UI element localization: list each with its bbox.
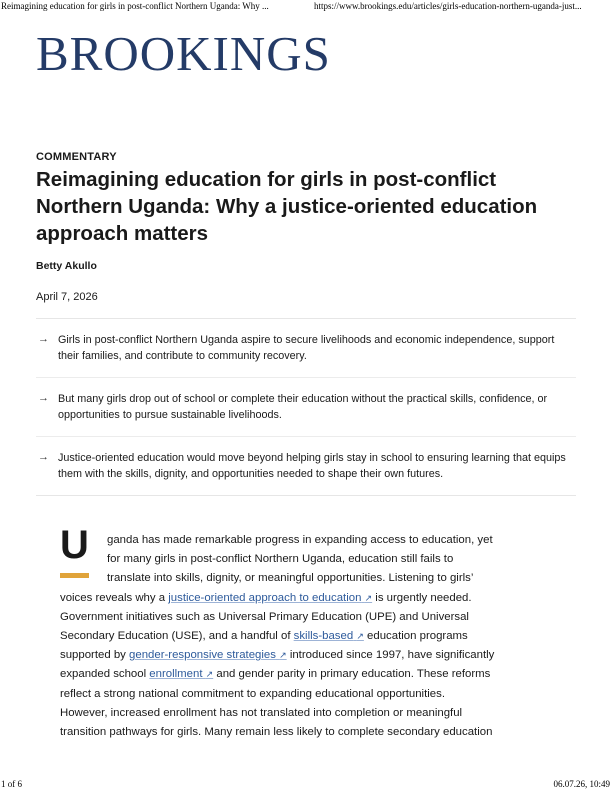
key-takeaways [36,318,576,496]
page-number: 1 of 6 [1,779,22,789]
body-text-fragment: education programs [363,630,468,643]
takeaway-item [36,319,576,378]
body-line [60,665,560,684]
link-text[interactable]: gender-responsive strategies [129,649,276,662]
takeaway-text: Girls in post-conflict Northern Uganda aspire to secure livelihoods and economic independence, support their families, and contribute to community recovery. [58,334,555,362]
link-gender-responsive-strategies[interactable] [129,649,287,661]
link-justice-oriented-approach[interactable] [168,592,372,604]
body-line: for many girls in post-conflict Northern Uganda, education still fails to [107,553,454,566]
drop-cap-letter: U [60,523,89,567]
link-text[interactable]: enrollment [149,668,203,681]
link-enrollment[interactable] [149,668,213,680]
print-header [0,0,612,14]
article-body [60,531,560,742]
link-skills-based[interactable] [294,630,364,642]
body-text-fragment: supported by [60,649,130,662]
takeaway-text: Justice-oriented education would move beyond helping girls stay in school to ensuring learning that equips them with the skills, dignity, and opportunities needed to shape their own futures. [58,452,566,480]
arrow-right-icon: → [38,333,49,345]
link-text[interactable]: justice-oriented approach to education [168,591,362,604]
print-header-url: https://www.brookings.edu/articles/girls-education-northern-uganda-just... [314,1,582,11]
external-link-icon[interactable]: ↗ [364,592,373,603]
arrow-right-icon: → [38,451,49,463]
body-line: ganda has made remarkable progress in expanding access to education, yet [107,534,493,546]
article-title: Reimagining education for girls in post-conflict Northern Uganda: Why a justice-oriented education approach matters [36,168,538,245]
body-line: reflect a strong national commitment to expanding educational opportunities. [60,687,445,700]
arrow-right-icon: → [38,392,49,404]
external-link-icon[interactable]: ↗ [205,669,214,680]
takeaway-item [36,437,576,495]
body-line: transition pathways for girls. Many remain less likely to complete secondary education [60,726,493,739]
author-name[interactable]: Betty Akullo [36,260,97,272]
body-line [60,646,560,665]
article-kicker[interactable]: COMMENTARY [36,151,117,163]
external-link-icon[interactable]: ↗ [356,631,364,642]
external-link-icon[interactable]: ↗ [279,650,287,661]
body-text-fragment: is urgently needed. [372,591,472,604]
body-text-fragment: Secondary Education (USE), and a handful of [60,630,294,643]
body-line [60,627,560,646]
brookings-logo[interactable]: BROOKINGS [36,26,331,81]
body-text-fragment: introduced since 1997, have significantly [286,649,495,662]
body-line [60,589,560,608]
print-timestamp: 06.07.26, 10:49 [553,779,610,789]
takeaway-item [36,378,576,437]
body-line: However, increased enrollment has not translated into completion or meaningful [60,706,463,719]
body-text-fragment: expanded school [60,668,150,681]
publish-date: April 7, 2026 [36,291,98,303]
takeaway-text: But many girls drop out of school or complete their education without the practical skills, confidence, or opportunities to pursue sustainable livelihoods. [58,393,548,421]
body-line: translate into skills, dignity, or meaningful opportunities. Listening to girls’ [107,572,474,585]
print-header-title: Reimagining education for girls in post-conflict Northern Uganda: Why ... [1,1,269,11]
body-text-fragment: voices reveals why a [60,591,169,604]
body-line: Government initiatives such as Universal Primary Education (UPE) and Universal [60,610,469,623]
link-text[interactable]: skills-based [293,630,354,643]
body-text-fragment: and gender parity in primary education. These reforms [213,668,491,681]
